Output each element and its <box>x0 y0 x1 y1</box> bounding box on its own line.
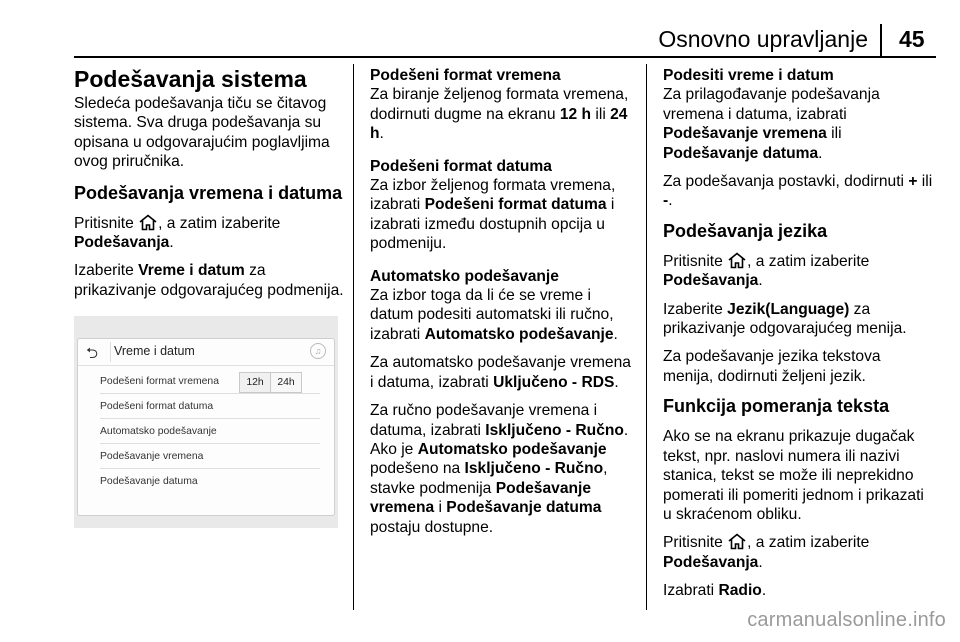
menu-item-set-date[interactable]: Podešavanje datuma <box>100 476 198 487</box>
auto-rds-paragraph: Za automatsko podešavanje vremena i datuma, izabrati Uključeno - RDS. <box>370 354 631 391</box>
column-rule-1 <box>353 64 354 610</box>
column-1: Podešavanja sistema Sledeća podešavanja tiču se čitavog sistema. Sva druga podešavanja su opisana u odgovarajućim poglavljima ovog priručnika. Podešavanja vremena i datuma Pritisnite , a zatim izaberite Podešavanja. Izaberite Vreme i datum za prikazivanje odgovarajućeg podmenija. <box>74 66 346 309</box>
menu-item-time-format[interactable]: Podešeni format vremena 12h 24h <box>100 369 320 394</box>
btn-12h[interactable]: 12h <box>239 372 271 393</box>
running-title: Osnovno upravljanje <box>658 26 868 52</box>
scroll-paragraph: Ako se na ekranu prikazuje dugačak tekst, npr. naslovi numera ili nazivi stanica, tekst se može ili neprekidno pomerati ili pomeriti jednom i prikazati u skraćenom obliku. <box>663 428 924 523</box>
column-2 <box>370 66 638 546</box>
home-icon <box>727 252 747 269</box>
intro-paragraph: Sledeća podešavanja tiču se čitavog sistema. Sva druga podešavanja su opisana u odgovarajućim poglavljima ovog priručnika. <box>74 95 330 171</box>
header-separator <box>880 24 882 58</box>
section-title: Podešavanja sistema <box>74 66 307 92</box>
screenshot-panel <box>77 338 335 516</box>
menu-item-set-time[interactable]: Podešavanje vremena <box>100 444 320 469</box>
select-language-paragraph: Izaberite Jezik(Language) za prikazivanje odgovarajućeg menija. <box>663 300 907 338</box>
select-radio-paragraph: Izabrati Radio. <box>663 582 767 600</box>
screenshot-title: Vreme i datum <box>114 344 195 358</box>
column-3: Podesiti vreme i datum Za prilagođavanje podešavanja vremena i datuma, izabrati Podešavanje vremena ili Podešavanje datuma. Za podešavanja postavki, dodirnuti + ili -. Podešavanja jezika Pritisnite , a zatim izaberite Podešavanja. Izaberite Jezik(Language) za prikazivanje odgovarajućeg menija. Za podešavanje jezika tekstova menija, dodirnuti željeni jezik. Funkcija pomeranja teksta Ako se na ekranu prikazuje dugačak tekst, npr. naslovi numera ili nazivi stanica, tekst se može ili neprekidno pomerati ili pomeriti jednom i prikazati u skraćenom obliku. Pritisnite , a zatim izaberite Podešavanja. Izabrati Radio. <box>663 66 935 610</box>
time-date-heading: Podešavanja vremena i datuma <box>74 182 343 203</box>
screenshot-titlebar <box>78 339 334 366</box>
press-home-paragraph-3: Pritisnite , a zatim izaberite <box>663 534 870 552</box>
time-format-heading: Podešeni format vremena <box>370 67 561 84</box>
header-rule <box>74 56 936 58</box>
press-home-paragraph: Pritisnite , a zatim izaberite <box>74 214 281 232</box>
manual-set-paragraph: Za ručno podešavanje vremena i datuma, izabrati Isključeno - Ručno. Ako je Automatsko podešavanje podešeno na Isključeno - Ručno, stavke podmenija Podešavanje vremena i Podešavanje datuma postaju dostupne. <box>370 402 629 536</box>
set-time-date-heading: Podesiti vreme i datum <box>663 67 834 84</box>
time-format-paragraph: Za biranje željenog formata vremena, dodirnuti dugme na ekranu 12 h ili 24 h. <box>370 86 629 143</box>
column-rule-2 <box>646 64 647 610</box>
plus-minus-paragraph: Za podešavanja postavki, dodirnuti + ili -. <box>663 173 933 210</box>
time-date-screenshot <box>74 316 338 528</box>
home-icon <box>727 533 747 550</box>
auto-set-paragraph: Za izbor toga da li će se vreme i datum podesiti automatski ili ručno, izabrati Automatsko podešavanje. <box>370 287 618 343</box>
date-format-paragraph: Za izbor željenog formata vremena, izabrati Podešeni format datuma i izabrati između dostupnih opcija u podmeniju. <box>370 177 616 253</box>
select-time-date-paragraph: Izaberite Vreme i datum za prikazivanje odgovarajućeg podmenija. <box>74 262 344 299</box>
menu-item-auto-set[interactable]: Automatsko podešavanje <box>100 419 320 444</box>
scroll-heading: Funkcija pomeranja teksta <box>663 396 890 417</box>
back-arrow-icon[interactable]: ⮌ <box>86 345 99 362</box>
music-note-icon: ♫ <box>310 343 326 359</box>
format-buttons <box>239 372 302 393</box>
home-icon <box>138 214 158 231</box>
date-format-heading: Podešeni format datuma <box>370 157 552 175</box>
language-text-paragraph: Za podešavanje jezika tekstova menija, dodirnuti željeni jezik. <box>663 348 881 385</box>
watermark: carmanualsonline.info <box>747 609 946 631</box>
page-number: 45 <box>899 26 925 52</box>
btn-24h[interactable]: 24h <box>271 372 302 393</box>
menu-item-date-format[interactable]: Podešeni format datuma <box>100 394 320 419</box>
set-time-date-paragraph: Za prilagođavanje podešavanja vremena i datuma, izabrati Podešavanje vremena ili Podešavanje datuma. <box>663 86 880 162</box>
press-home-paragraph-2: Pritisnite , a zatim izaberite <box>663 252 870 270</box>
auto-set-heading: Automatsko podešavanje <box>370 267 559 285</box>
language-heading: Podešavanja jezika <box>663 220 828 241</box>
